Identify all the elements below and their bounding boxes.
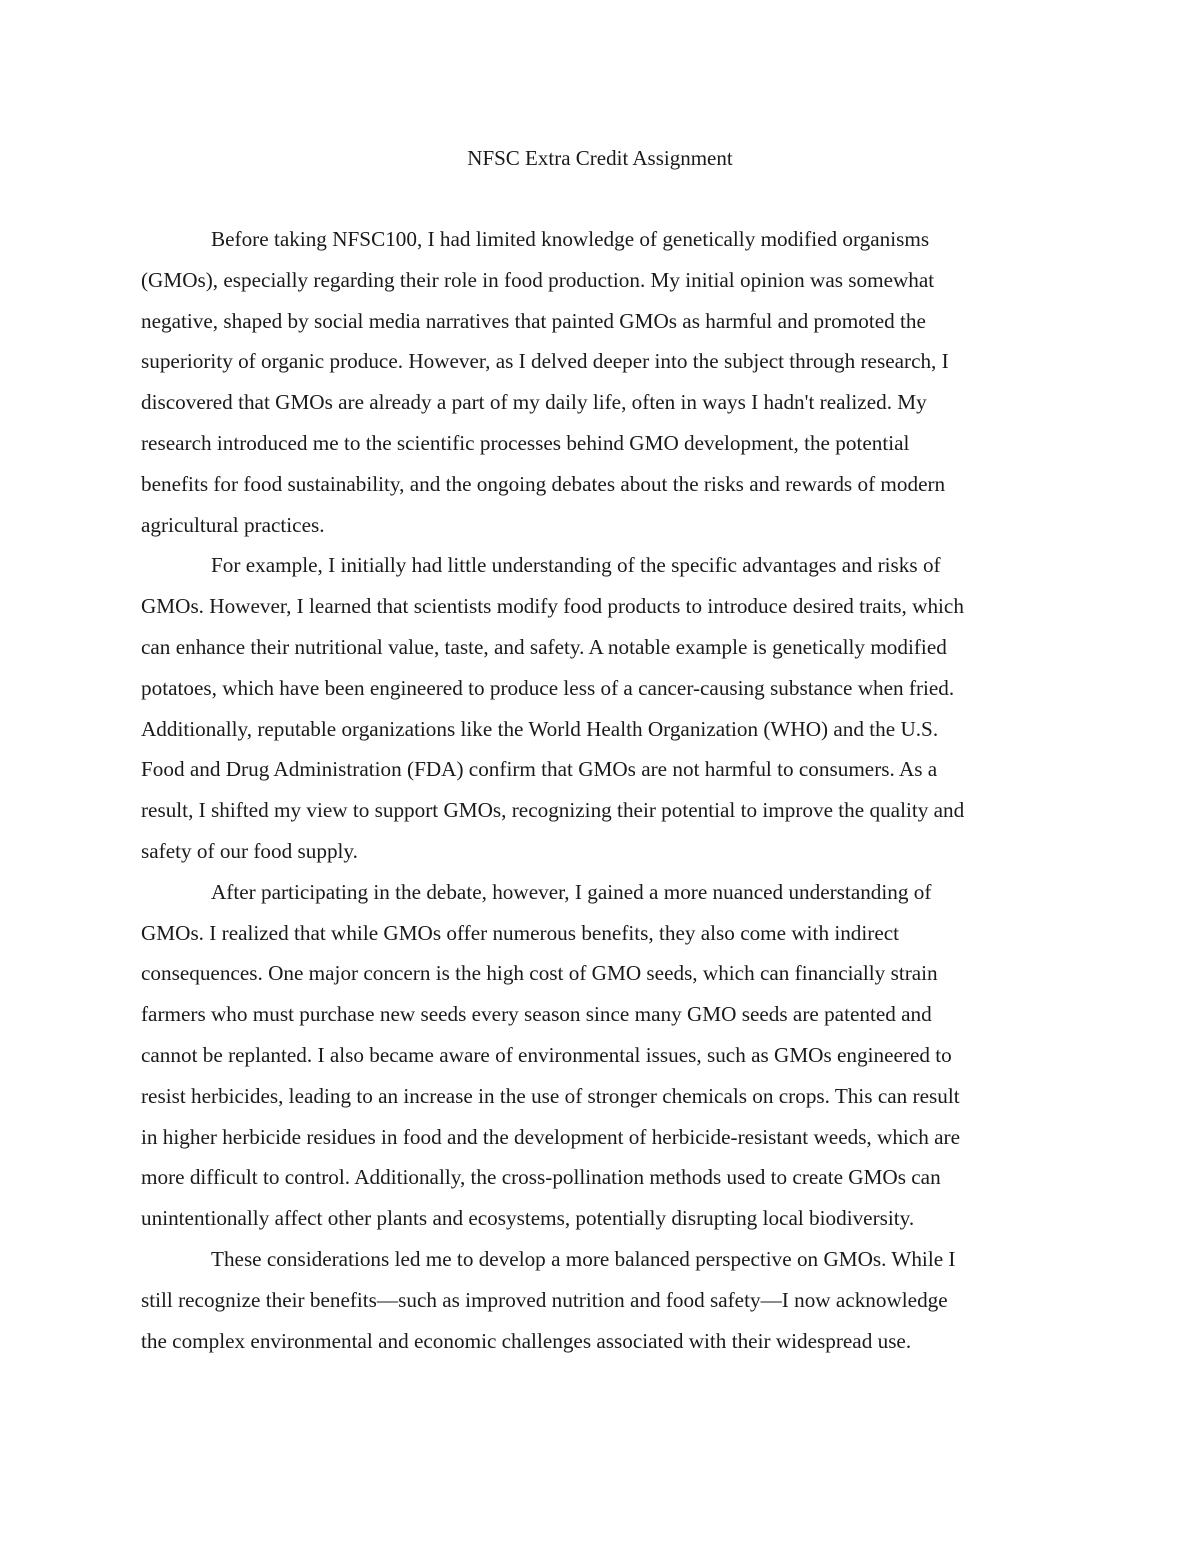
- paragraph-line: Before taking NFSC100, I had limited knowledge of genetically modified organisms: [211, 227, 930, 251]
- paragraph-line: agricultural practices.: [141, 512, 325, 537]
- paragraph-line: farmers who must purchase new seeds every season since many GMO seeds are patented and: [141, 1002, 932, 1027]
- paragraph-line: negative, shaped by social media narratives that painted GMOs as harmful and promoted the: [141, 308, 926, 333]
- paragraph-line: After participating in the debate, however, I gained a more nuanced understanding of: [211, 879, 932, 904]
- paragraph-1: [141, 219, 1071, 545]
- paragraph-4: [141, 1239, 1071, 1361]
- paragraph-line: For example, I initially had little understanding of the specific advantages and risks of: [211, 553, 941, 578]
- paragraph-line: GMOs. However, I learned that scientists modify food products to introduce desired traits, which: [141, 594, 964, 619]
- document-title: NFSC Extra Credit Assignment: [467, 146, 733, 170]
- paragraph-line: result, I shifted my view to support GMOs, recognizing their potential to improve the quality and: [141, 798, 965, 823]
- paragraph-line: consequences. One major concern is the high cost of GMO seeds, which can financially strain: [141, 961, 938, 986]
- paragraph-3: [141, 872, 1071, 1239]
- paragraph-line: still recognize their benefits—such as improved nutrition and food safety—I now acknowledge: [141, 1287, 948, 1312]
- paragraph-line: benefits for food sustainability, and the ongoing debates about the risks and rewards of modern: [141, 471, 946, 496]
- paragraph-line: (GMOs), especially regarding their role in food production. My initial opinion was somewhat: [141, 267, 935, 292]
- paragraph-2: [141, 545, 1071, 871]
- paragraph-line: more difficult to control. Additionally, the cross-pollination methods used to create GMOs can: [141, 1165, 941, 1190]
- paragraph-line: These considerations led me to develop a more balanced perspective on GMOs. While I: [211, 1246, 956, 1271]
- paragraph-line: research introduced me to the scientific processes behind GMO development, the potential: [141, 430, 910, 455]
- paragraph-line: Additionally, reputable organizations like the World Health Organization (WHO) and the U.S.: [141, 716, 939, 741]
- paragraph-line: in higher herbicide residues in food and the development of herbicide-resistant weeds, which are: [141, 1124, 960, 1149]
- paragraph-line: cannot be replanted. I also became aware of environmental issues, such as GMOs engineered to: [141, 1042, 952, 1067]
- paragraph-line: unintentionally affect other plants and ecosystems, potentially disrupting local biodiversity.: [141, 1206, 915, 1231]
- document-body: [141, 219, 1071, 1361]
- paragraph-line: resist herbicides, leading to an increase in the use of stronger chemicals on crops. This can result: [141, 1083, 960, 1108]
- paragraph-line: the complex environmental and economic challenges associated with their widespread use.: [141, 1328, 912, 1353]
- paragraph-line: Food and Drug Administration (FDA) confirm that GMOs are not harmful to consumers. As a: [141, 757, 938, 782]
- paragraph-line: safety of our food supply.: [141, 838, 358, 863]
- paragraph-line: discovered that GMOs are already a part of my daily life, often in ways I hadn't realized. My: [141, 390, 927, 415]
- paragraph-line: can enhance their nutritional value, taste, and safety. A notable example is genetically modified: [141, 634, 947, 659]
- paragraph-line: superiority of organic produce. However, as I delved deeper into the subject through research, I: [141, 349, 949, 374]
- paragraph-line: GMOs. I realized that while GMOs offer numerous benefits, they also come with indirect: [141, 920, 900, 945]
- paragraph-line: potatoes, which have been engineered to produce less of a cancer-causing substance when fried.: [141, 675, 955, 700]
